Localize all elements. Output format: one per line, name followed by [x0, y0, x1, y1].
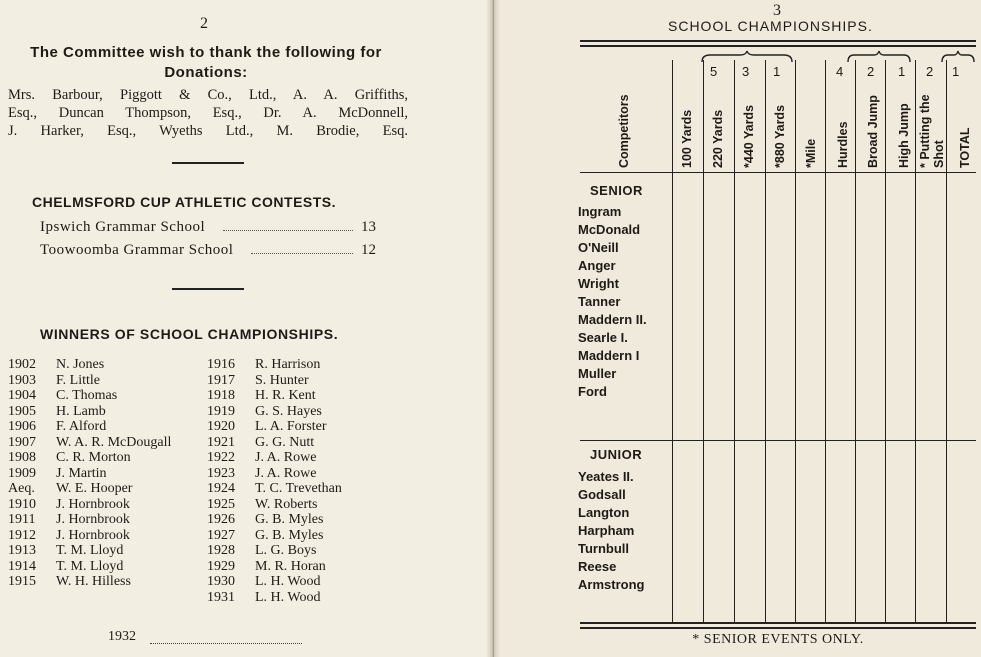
- competitor-name: Reese: [578, 559, 617, 574]
- bottom-double-rule: [580, 622, 976, 629]
- leader-dots: [251, 242, 353, 254]
- cup-score: 13: [361, 219, 376, 235]
- winner-name: T. M. Lloyd: [56, 543, 124, 558]
- winner-row: [8, 528, 171, 544]
- competitor-name: Tanner: [578, 294, 621, 309]
- column-rule: [672, 60, 673, 622]
- winner-name: R. Harrison: [255, 357, 321, 372]
- winner-name: F. Little: [56, 372, 100, 388]
- event-header-880-yards: *880 Yards: [773, 104, 787, 168]
- winner-name: M. R. Horan: [255, 558, 326, 574]
- event-header-220-yards: 220 Yards: [711, 109, 725, 168]
- winner-name: L. H. Wood: [255, 589, 321, 605]
- winner-year: 1905: [8, 403, 36, 419]
- winner-year: 1918: [207, 388, 235, 403]
- winner-row: [8, 388, 171, 404]
- cup-result-row: [40, 219, 376, 236]
- winner-name: H. Lamb: [56, 403, 106, 419]
- junior-heading: JUNIOR: [590, 447, 643, 462]
- winner-row: [207, 404, 342, 420]
- event-points: 1: [898, 64, 906, 79]
- cup-result-row: [40, 242, 376, 259]
- winner-name: J. Hornbrook: [56, 527, 130, 543]
- winner-row: [207, 590, 342, 606]
- winner-row: [207, 373, 342, 389]
- senior-heading: SENIOR: [590, 183, 643, 198]
- footer-year: 1932: [108, 629, 136, 644]
- winner-year: 1911: [8, 512, 36, 527]
- book-gutter: [486, 0, 500, 657]
- winner-name: W. E. Hooper: [56, 481, 133, 496]
- championships-title: SCHOOL CHAMPIONSHIPS.: [668, 18, 873, 34]
- winner-name: J. Martin: [56, 465, 107, 481]
- winner-year: 1903: [8, 372, 36, 388]
- competitor-name: Harpham: [578, 523, 635, 538]
- donations-list: [8, 86, 408, 140]
- winner-name: T. C. Trevethan: [255, 481, 342, 496]
- event-points: 1: [952, 64, 960, 79]
- column-rule: [915, 60, 916, 622]
- winner-row: [207, 388, 342, 404]
- winner-year: 1908: [8, 450, 36, 465]
- competitor-name: Godsall: [578, 487, 626, 502]
- cup-heading: CHELMSFORD CUP ATHLETIC CONTESTS.: [32, 194, 337, 210]
- winner-year: 1925: [207, 496, 235, 512]
- competitor-name: Ford: [578, 384, 607, 399]
- winner-name: F. Alford: [56, 419, 107, 434]
- winner-row: [207, 543, 342, 559]
- winner-row: [8, 357, 171, 373]
- winner-row: [207, 574, 342, 590]
- winner-name: H. R. Kent: [255, 388, 316, 403]
- column-rule: [825, 60, 826, 622]
- winner-year: 1906: [8, 419, 36, 434]
- competitor-name: Maddern II.: [578, 312, 647, 327]
- winner-year: 1924: [207, 481, 235, 496]
- winner-name: W. A. R. McDougall: [56, 434, 172, 450]
- event-header-total: TOTAL: [958, 127, 972, 168]
- event-header-mile: *Mile: [804, 138, 818, 168]
- thanks-heading: [0, 43, 412, 83]
- winner-year: 1910: [8, 496, 36, 512]
- winner-row: [8, 404, 171, 420]
- winners-column-2: [207, 357, 342, 605]
- column-rule: [946, 60, 947, 622]
- winner-row: [8, 450, 171, 466]
- column-rule: [734, 60, 735, 622]
- competitor-name: Maddern I: [578, 348, 640, 363]
- cup-school: Ipswich Grammar School: [40, 219, 206, 235]
- winner-row: [8, 481, 171, 497]
- winner-row: [8, 512, 171, 528]
- winner-name: T. M. Lloyd: [56, 558, 124, 574]
- winner-year: 1921: [207, 434, 235, 450]
- competitor-name: O'Neill: [578, 240, 619, 255]
- event-header-high-jump: High Jump: [897, 103, 911, 168]
- winner-year: 1928: [207, 543, 235, 558]
- winner-name: J. Hornbrook: [56, 496, 130, 512]
- competitor-name: Anger: [578, 258, 616, 273]
- winners-column-1: [8, 357, 171, 590]
- winner-name: J. A. Rowe: [255, 450, 317, 465]
- competitor-name: McDonald: [578, 222, 641, 237]
- winner-year: 1931: [207, 589, 235, 605]
- winner-row: [8, 466, 171, 482]
- thanks-heading-line-2: Donations:: [164, 64, 248, 81]
- winner-row: [207, 466, 342, 482]
- competitor-name: Muller: [578, 366, 617, 381]
- winner-row: [207, 497, 342, 513]
- donations-line-2: Esq., Duncan Thompson, Esq., Dr. A. McDonnell,: [8, 105, 408, 121]
- event-points: 2: [926, 64, 934, 79]
- thanks-heading-line-1: The Committee wish to thank the following for: [30, 44, 382, 61]
- winner-year: 1907: [8, 434, 36, 450]
- event-header-hurdles: Hurdles: [836, 121, 850, 168]
- winner-name: S. Hunter: [255, 372, 309, 388]
- winner-name: N. Jones: [56, 357, 105, 372]
- winner-year: 1929: [207, 558, 235, 574]
- winner-name: J. Hornbrook: [56, 512, 130, 527]
- winners-heading: WINNERS OF SCHOOL CHAMPIONSHIPS.: [40, 326, 339, 342]
- event-header-440-yards: *440 Yards: [742, 104, 756, 168]
- cup-school: Toowoomba Grammar School: [40, 242, 234, 258]
- winner-year: 1919: [207, 403, 235, 419]
- winner-name: L. A. Forster: [255, 419, 327, 434]
- winner-year: 1909: [8, 465, 36, 481]
- brace-icon: [700, 50, 794, 64]
- winner-row: [8, 543, 171, 559]
- winner-year: Aeq.: [8, 481, 35, 496]
- competitor-name: Wright: [578, 276, 619, 291]
- winner-row: [207, 481, 342, 497]
- event-points: 3: [742, 64, 750, 79]
- winner-row: [8, 497, 171, 513]
- winner-row: [207, 512, 342, 528]
- winner-year: 1926: [207, 512, 235, 527]
- winner-name: W. Roberts: [255, 496, 318, 512]
- winner-year: 1914: [8, 558, 36, 574]
- winner-name: C. Thomas: [56, 388, 118, 403]
- winner-year: 1902: [8, 357, 36, 372]
- winner-name: G. G. Nutt: [255, 434, 315, 450]
- winner-year: 1927: [207, 527, 235, 543]
- competitor-name: Armstrong: [578, 577, 645, 592]
- divider-2: [172, 288, 244, 290]
- senior-list: [578, 203, 647, 401]
- winner-year: 1920: [207, 419, 235, 434]
- winner-year: 1922: [207, 450, 235, 465]
- leader-dots: [223, 219, 353, 231]
- winner-name: G. B. Myles: [255, 527, 324, 543]
- competitor-name: Langton: [578, 505, 630, 520]
- junior-list: [578, 468, 644, 594]
- column-rule: [885, 60, 886, 622]
- event-points: 2: [867, 64, 875, 79]
- event-points: 1: [773, 64, 781, 79]
- competitors-column-header: Competitors: [617, 94, 631, 168]
- winner-name: G. B. Myles: [255, 512, 324, 527]
- competitor-name: Turnbull: [578, 541, 630, 556]
- column-rule: [795, 60, 796, 622]
- event-points: 5: [710, 64, 718, 79]
- page-number-left: 2: [200, 15, 208, 32]
- winner-name: C. R. Morton: [56, 450, 131, 465]
- page-number-right: 3: [773, 2, 781, 19]
- winner-row: [8, 419, 171, 435]
- winner-name: L. G. Boys: [255, 543, 317, 558]
- column-rule: [703, 60, 704, 622]
- winner-year: 1930: [207, 574, 235, 589]
- column-rule: [765, 60, 766, 622]
- winner-year: 1912: [8, 527, 36, 543]
- winner-row: [207, 559, 342, 575]
- winner-row: [207, 528, 342, 544]
- donations-line-1: Mrs. Barbour, Piggott & Co., Ltd., A. A. Griffiths,: [8, 87, 408, 103]
- competitor-name: Ingram: [578, 204, 622, 219]
- winner-row: [8, 373, 171, 389]
- footnote: * SENIOR EVENTS ONLY.: [692, 632, 864, 647]
- winner-year: 1923: [207, 465, 235, 481]
- winner-row: [207, 435, 342, 451]
- event-header-putting-shot: * Putting the Shot: [918, 94, 946, 168]
- divider-1: [172, 162, 244, 164]
- winner-year: 1916: [207, 357, 235, 372]
- winner-row: [8, 574, 171, 590]
- winner-row: [207, 357, 342, 373]
- competitor-name: Yeates II.: [578, 469, 634, 484]
- footer-dotted-line: [150, 643, 302, 644]
- event-header-broad-jump: Broad Jump: [866, 95, 880, 168]
- donations-line-3: J. Harker, Esq., Wyeths Ltd., M. Brodie, Esq.: [8, 123, 408, 139]
- winner-name: L. H. Wood: [255, 574, 321, 589]
- winner-year: 1915: [8, 574, 36, 589]
- top-double-rule: [580, 40, 976, 47]
- winner-row: [8, 435, 171, 451]
- winner-year: 1917: [207, 372, 235, 388]
- winner-name: G. S. Hayes: [255, 403, 322, 419]
- winner-name: W. H. Hilless: [56, 574, 131, 589]
- winner-row: [207, 419, 342, 435]
- right-page: [492, 0, 981, 657]
- winner-row: [207, 450, 342, 466]
- section-rule: [580, 440, 976, 441]
- event-header-100-yards: 100 Yards: [680, 109, 694, 168]
- cup-score: 12: [361, 242, 376, 258]
- winner-name: J. A. Rowe: [255, 465, 317, 481]
- competitor-name: Searle I.: [578, 330, 628, 345]
- winner-year: 1913: [8, 543, 36, 558]
- winner-row: [8, 559, 171, 575]
- header-rule: [580, 172, 976, 173]
- column-rule: [855, 60, 856, 622]
- event-points: 4: [836, 64, 844, 79]
- winner-year: 1904: [8, 388, 36, 403]
